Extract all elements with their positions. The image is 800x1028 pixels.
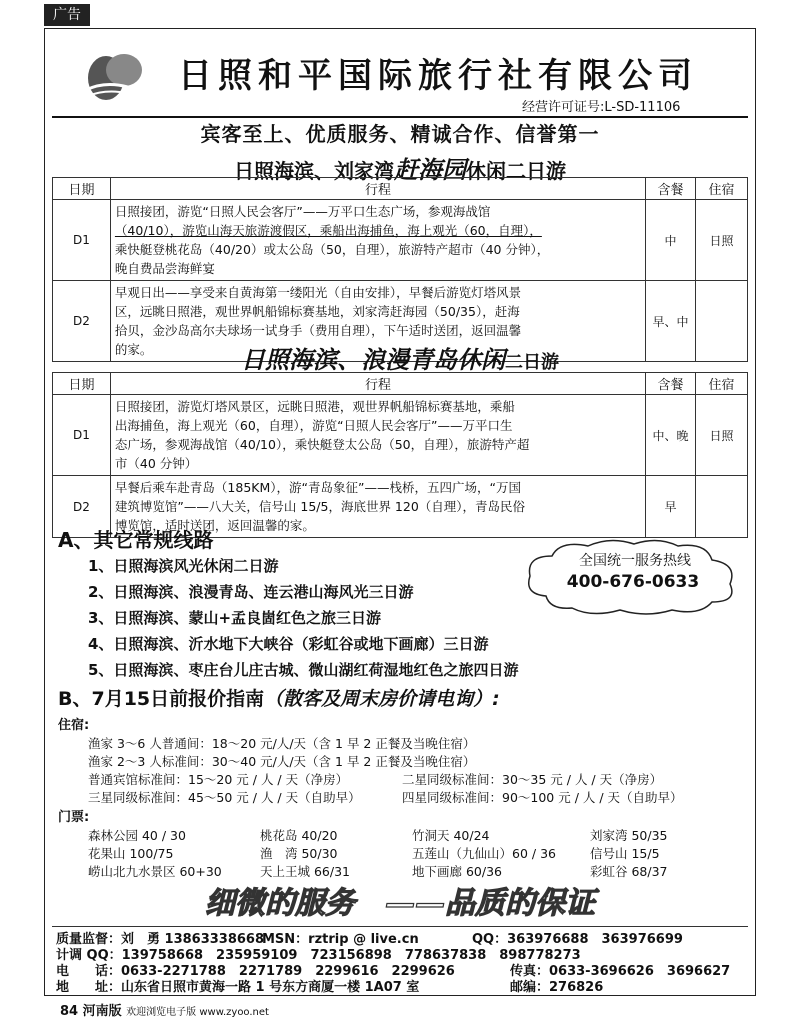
lodging-line: 四星同级标准间：90～100 元 / 人 / 天（自助早） — [402, 790, 683, 805]
table-header-row — [53, 178, 748, 200]
itinerary-line: 晚自费品尝海鲜宴 — [114, 261, 215, 276]
tour1-title-em: 赶海园 — [394, 156, 466, 184]
tour1-title-post: 休闲二日游 — [466, 159, 566, 183]
itinerary-line: 博览馆，适时送团，返回温馨的家。 — [114, 518, 315, 533]
tour2-title-suffix: 二日游 — [505, 352, 559, 373]
supervision: 质量监督：刘 勇 13863338668 — [56, 932, 265, 947]
ticket-item: 彩虹谷 68/37 — [590, 864, 668, 879]
ticket-item: 地下画廊 60/36 — [412, 864, 502, 879]
tour2-title — [0, 340, 800, 375]
itinerary-line: 市（40 分钟） — [114, 456, 198, 471]
address: 地 址：山东省日照市黄海一路 1 号东方商厦一楼 1A07 室 — [56, 980, 420, 995]
day-cell: D1 — [53, 395, 111, 476]
itinerary-line: （40/10），游览山海天旅游渡假区，乘船出海捕鱼，海上观光（60，自理）， — [114, 223, 542, 238]
lodging-line: 普通宾馆标准间：15～20 元 / 人 / 天（净房） — [88, 772, 349, 787]
tour2-table — [52, 372, 748, 538]
lodging-label: 住宿: — [58, 718, 90, 733]
meal-cell: 中 — [646, 200, 696, 281]
ticket-item: 五莲山（九仙山）60 / 36 — [412, 846, 556, 861]
ticket-item: 竹洞天 40/24 — [412, 828, 490, 843]
tickets-label: 门票: — [58, 810, 90, 825]
plan-qq: 计调 QQ：139758668 235959109 723156898 778637838 898778273 — [56, 948, 581, 963]
section-a-title: A、其它常规线路 — [58, 528, 214, 552]
banner-text: 细微的服务 ——品质的保证 — [205, 886, 595, 921]
list-item: 1、日照海滨风光休闲二日游 — [88, 557, 279, 575]
lodging-line: 渔家 2～3 人标准间：30～40 元/人/天（含 1 早 2 正餐及当晚住宿） — [88, 754, 476, 769]
itinerary-line: 拾贝，金沙岛高尔夫球场一试身手（费用自理），下午适时送团，返回温馨 — [114, 323, 522, 338]
msn: MSN：rztrip @ live.cn — [262, 932, 419, 947]
lodging-line: 三星同级标准间：45～50 元 / 人 / 天（自助早） — [88, 790, 361, 805]
site-link[interactable]: 欢迎浏览电子版 www.zyoo.net — [126, 1007, 269, 1018]
section-b-title — [58, 684, 500, 711]
edition: 河南版 — [82, 1004, 122, 1019]
ticket-item: 刘家湾 50/35 — [590, 828, 668, 843]
col-itinerary: 行程 — [110, 178, 645, 200]
meal-cell: 早、中 — [646, 281, 696, 362]
table-header-row — [53, 373, 748, 395]
table-row — [53, 200, 748, 281]
list-item: 2、日照海滨、浪漫青岛、连云港山海风光三日游 — [88, 583, 414, 601]
list-item: 3、日照海滨、蒙山+孟良崮红色之旅三日游 — [88, 609, 382, 627]
list-item: 4、日照海滨、沂水地下大峡谷（彩虹谷或地下画廊）三日游 — [88, 635, 489, 653]
hotline-label: 全国统一服务热线 — [579, 553, 691, 569]
itinerary-cell — [110, 200, 645, 281]
itinerary-cell — [110, 395, 645, 476]
tour1-table — [52, 177, 748, 362]
lodging-line: 渔家 3～6 人普通间：18～20 元/人/天（含 1 早 2 正餐及当晚住宿） — [88, 736, 476, 751]
col-meal: 含餐 — [646, 178, 696, 200]
itinerary-line: 日照接团，游览灯塔风景区，远眺日照港，观世界帆船锦标赛基地，乘船 — [114, 399, 515, 414]
ticket-item: 崂山北九水景区 60+30 — [88, 864, 222, 879]
section-b-note: （散客及周末房价请电询）: — [264, 688, 500, 710]
ticket-item: 森林公园 40 / 30 — [88, 828, 186, 843]
route-list — [88, 553, 518, 683]
list-item: 5、日照海滨、枣庄台儿庄古城、微山湖红荷湿地红色之旅四日游 — [88, 661, 519, 679]
ad-tag: 广告 — [44, 4, 90, 26]
itinerary-line: 乘快艇登桃花岛（40/20）或太公岛（50，自理），旅游特产超市（40 分钟）， — [114, 242, 550, 257]
qq: QQ：363976688 363976699 — [472, 932, 683, 947]
col-date: 日期 — [53, 178, 111, 200]
meal-cell: 中、晚 — [646, 395, 696, 476]
lodging-line: 二星同级标准间：30～35 元 / 人 / 天（净房） — [402, 772, 663, 787]
fax: 传真：0633-3696626 3696627 — [510, 964, 731, 979]
service-banner — [52, 880, 748, 926]
section-b-heading: B、7月15日前报价指南 — [58, 688, 265, 710]
itinerary-line: 区，远眺日照港，观世界帆船锦标赛基地，刘家湾赶海园（50/35），赶海 — [114, 304, 520, 319]
itinerary-line: 建筑博览馆”——八大关，信号山 15/5，海底世界 120（自理），青岛民俗 — [114, 499, 526, 514]
ticket-item: 渔 湾 50/30 — [260, 846, 338, 861]
day-cell: D2 — [53, 476, 111, 538]
stay-cell — [696, 476, 748, 538]
ticket-item: 信号山 15/5 — [590, 846, 660, 861]
page-footer — [60, 1000, 269, 1019]
day-cell: D1 — [53, 200, 111, 281]
license-number: 经营许可证号:L-SD-11106 — [522, 100, 681, 115]
itinerary-line: 的家。 — [114, 342, 153, 357]
hotline-number: 400-676-0633 — [566, 572, 700, 592]
tour1-title-pre: 日照海滨、刘家湾 — [234, 159, 394, 183]
stay-cell: 日照 — [696, 200, 748, 281]
col-date: 日期 — [53, 373, 111, 395]
page-number: 84 — [60, 1004, 79, 1019]
stay-cell: 日照 — [696, 395, 748, 476]
footer-divider — [52, 926, 748, 927]
ticket-item: 桃花岛 40/20 — [260, 828, 338, 843]
company-name: 日照和平国际旅行社有限公司 — [178, 56, 698, 96]
postcode: 邮编：276826 — [510, 980, 604, 995]
company-logo — [80, 48, 158, 108]
itinerary-line: 日照接团，游览“日照人民会客厅”——万平口生态广场，参观海战馆 — [114, 204, 491, 219]
slogan: 宾客至上、优质服务、精诚合作、信誉第一 — [200, 122, 600, 146]
col-itinerary: 行程 — [110, 373, 645, 395]
tour2-title-main: 日照海滨、浪漫青岛休闲 — [241, 346, 505, 374]
day-cell: D2 — [53, 281, 111, 362]
col-stay: 住宿 — [696, 178, 748, 200]
meal-cell: 早 — [646, 476, 696, 538]
col-stay: 住宿 — [696, 373, 748, 395]
ticket-item: 天上王城 66/31 — [260, 864, 350, 879]
phone: 电 话：0633-2271788 2271789 2299616 2299626 — [56, 964, 455, 979]
itinerary-line: 态广场，参观海战馆（40/10），乘快艇登太公岛（50，自理），旅游特产超 — [114, 437, 530, 452]
itinerary-line: 早观日出——享受来自黄海第一缕阳光（自由安排），早餐后游览灯塔风景 — [114, 285, 522, 300]
ticket-item: 花果山 100/75 — [88, 846, 174, 861]
itinerary-line: 出海捕鱼，海上观光（60，自理），游览“日照人民会客厅”——万平口生 — [114, 418, 513, 433]
col-meal: 含餐 — [646, 373, 696, 395]
table-row — [53, 395, 748, 476]
itinerary-line: 早餐后乘车赴青岛（185KM），游“青岛象征”——栈桥，五四广场，“万国 — [114, 480, 521, 495]
